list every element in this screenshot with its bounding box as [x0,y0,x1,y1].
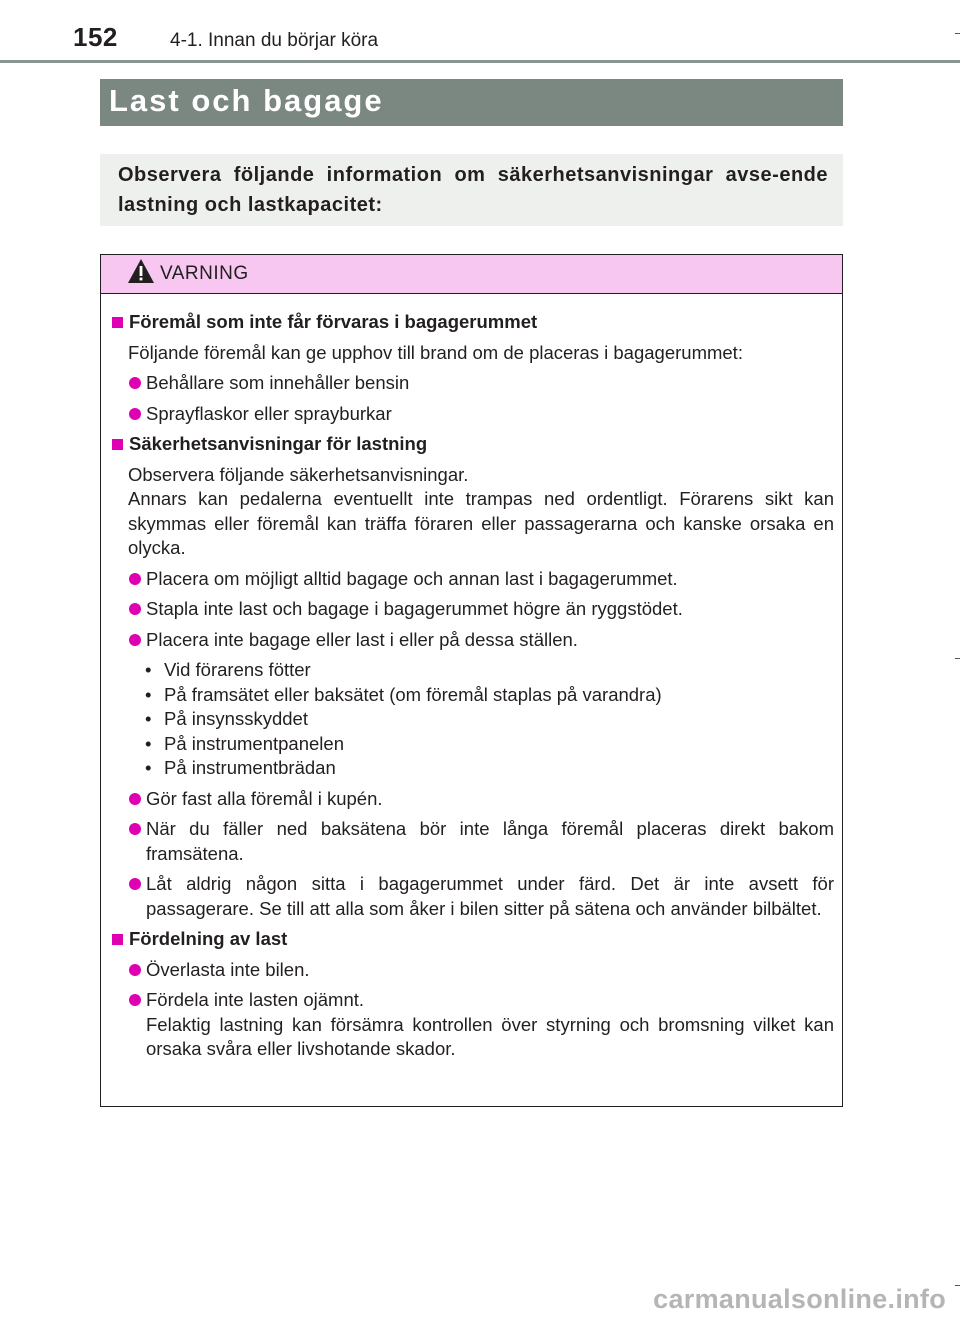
intro-box [100,154,843,226]
sub-list-item [101,732,834,757]
crop-mark-top [955,33,960,34]
circle-bullet-icon [129,964,141,976]
list-item-text: Sprayflaskor eller sprayburkar [146,402,392,424]
crop-mark-bottom [955,1285,960,1286]
paragraph: Observera följande säkerhetsanvisningar. [128,463,469,485]
list-item [101,988,834,1062]
intro-text: Observera följande information om säkerhetsanvisningar avse-ende lastning och lastkapacitet: [118,164,828,216]
heading-text: Säkerhetsanvisningar för lastning [129,433,428,454]
list-item-text: Fördela inte lasten ojämnt. [146,989,365,1010]
heading-load-distribution [101,927,834,952]
section-title-bar [100,79,843,126]
warning-label: VARNING [160,263,249,284]
list-item [101,597,834,622]
circle-bullet-icon [129,994,141,1006]
sub-list-item [101,756,834,781]
sub-list-item [101,658,834,683]
list-item-text: Överlasta inte bilen. [146,958,310,980]
list-item [101,787,834,812]
sub-list-item [101,683,834,708]
sub-bullet-marker: • [145,683,152,705]
list-item-text: Placera inte bagage eller last i eller på dessa ställen. [146,628,578,650]
chapter-title: 4-1. Innan du börjar köra [170,30,379,51]
circle-bullet-icon [129,408,141,420]
list-item [101,402,834,427]
paragraph: Annars kan pedalerna eventuellt inte trampas ned ordentligt. Förarens sikt kan skymmas eller föremål kan träffa föraren eller passagerarna och kanske orsaka en olycka. [128,488,834,558]
list-item-text: Felaktig lastning kan försämra kontrollen över styrning och bromsning vilket kan orsaka svåra eller livshotande skador. [146,1013,834,1059]
circle-bullet-icon [129,878,141,890]
list-item [101,371,834,396]
circle-bullet-icon [129,634,141,646]
list-item [101,958,834,983]
sub-list-item-text: Vid förarens fötter [164,659,311,680]
square-bullet-icon [112,439,123,450]
sub-list-item [101,707,834,732]
list-item-text: Gör fast alla föremål i kupén. [146,787,383,809]
heading-storage [101,310,834,335]
sub-list-item-text: På framsätet eller baksätet (om föremål staplas på varandra) [164,683,662,705]
warning-box [100,254,843,1107]
section-title: Last och bagage [109,83,384,118]
paragraph: Följande föremål kan ge upphov till brand om de placeras i bagagerummet: [128,341,743,363]
warning-triangle-icon [127,258,155,284]
list-item [101,567,834,592]
list-item-text: Stapla inte last och bagage i bagagerummet högre än ryggstödet. [146,598,683,619]
list-item [101,628,834,653]
sub-bullet-marker: • [145,757,152,778]
watermark: carmanualsonline.info [653,1284,946,1314]
header-rule [0,60,960,63]
sub-bullet-marker: • [145,708,152,729]
warning-header [101,255,842,294]
sub-bullet-marker: • [145,659,152,680]
sub-bullet-marker: • [145,732,152,754]
circle-bullet-icon [129,823,141,835]
heading-loading-safety [101,432,834,457]
sub-list-item-text: På instrumentpanelen [164,732,344,754]
square-bullet-icon [112,317,123,328]
crop-mark-middle [955,658,960,659]
circle-bullet-icon [129,603,141,615]
list-item-text: Behållare som innehåller bensin [146,372,410,393]
square-bullet-icon [112,934,123,945]
page-number: 152 [73,22,118,52]
circle-bullet-icon [129,793,141,805]
heading-text: Föremål som inte får förvaras i bagagerummet [129,311,538,332]
list-item-text: När du fäller ned baksätena bör inte långa föremål placeras direkt bakom framsätena. [146,818,834,864]
list-item-text: Placera om möjligt alltid bagage och annan last i bagagerummet. [146,567,678,589]
warning-body [101,294,842,1062]
sub-list-item-text: På insynsskyddet [164,708,308,729]
list-item-text: Låt aldrig någon sitta i bagagerummet under färd. Det är inte avsett för passagerare. Se till att alla som åker i bilen sitter på sätena och använder bilbältet. [146,873,834,919]
heading-text: Fördelning av last [129,928,288,949]
sub-list-item-text: På instrumentbrädan [164,757,336,778]
list-item [101,817,834,866]
circle-bullet-icon [129,573,141,585]
sub-list [101,658,834,781]
list-item [101,872,834,921]
circle-bullet-icon [129,377,141,389]
